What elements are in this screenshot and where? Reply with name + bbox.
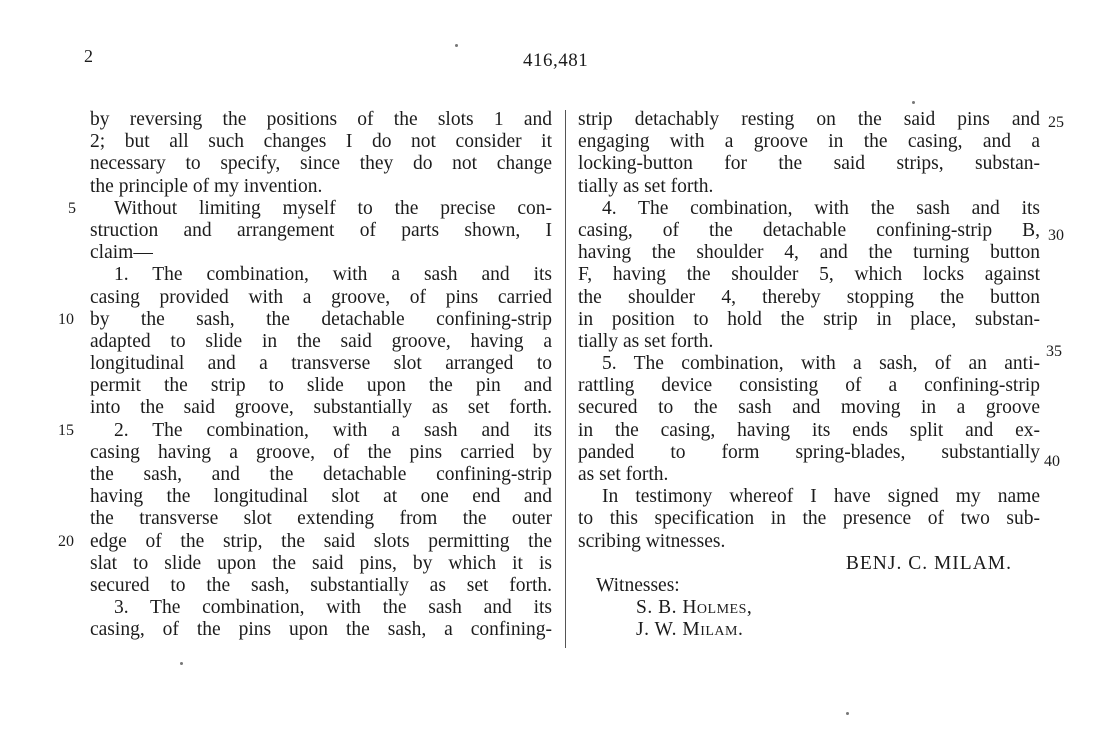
text-line: rattling device consisting of a confining-strip bbox=[578, 375, 1040, 397]
claim-2-start: 2. The combination, with a sash and its bbox=[114, 419, 552, 441]
text-line: tially as set forth. bbox=[578, 330, 714, 352]
claim-3-start: 3. The combination, with the sash and its bbox=[114, 597, 552, 619]
text-line: by the sash, the detachable confining-strip bbox=[90, 308, 552, 330]
text-line: in position to hold the strip in place, substan- bbox=[578, 308, 1040, 330]
text-line: 2; but all such changes I do not consider it bbox=[90, 131, 552, 153]
scan-speck bbox=[180, 662, 183, 665]
page-number: 2 bbox=[84, 46, 93, 66]
text-line: longitudinal and a transverse slot arranged to bbox=[90, 353, 552, 375]
right-column bbox=[578, 109, 1040, 642]
text-line: scribing witnesses. bbox=[578, 530, 726, 552]
text-line: casing, of the detachable confining-strip B, bbox=[578, 219, 1040, 241]
text-line: claim— bbox=[90, 242, 153, 264]
line-number-25: 25 bbox=[1048, 114, 1064, 131]
testimony-start: In testimony whereof I have signed my name bbox=[602, 486, 1040, 508]
text-line: as set forth. bbox=[578, 464, 669, 485]
patent-number: 416,481 bbox=[523, 50, 589, 71]
line-number-5: 5 bbox=[68, 200, 76, 217]
column-divider bbox=[565, 110, 566, 648]
text-line: to this specification in the presence of two sub- bbox=[578, 508, 1040, 530]
line-number-40: 40 bbox=[1044, 453, 1060, 470]
text-line: having the longitudinal slot at one end and bbox=[90, 486, 552, 508]
text-line: into the said groove, substantially as set forth. bbox=[90, 397, 552, 419]
inventor-signature: BENJ. C. MILAM. bbox=[845, 552, 1012, 574]
text-line: having the shoulder 4, and the turning button bbox=[578, 242, 1040, 264]
text-line: in the casing, having its ends split and ex- bbox=[578, 419, 1040, 441]
text-line: strip detachably resting on the said pins and bbox=[578, 109, 1040, 130]
text-line: tially as set forth. bbox=[578, 175, 714, 197]
text-line: engaging with a groove in the casing, and a bbox=[578, 131, 1040, 153]
scan-speck bbox=[912, 101, 915, 104]
text-line: permit the strip to slide upon the pin and bbox=[90, 375, 552, 397]
text-line: Without limiting myself to the precise con- bbox=[114, 197, 552, 219]
text-line: struction and arrangement of parts shown, I bbox=[90, 219, 552, 241]
text-line: by reversing the positions of the slots 1 and bbox=[90, 109, 552, 130]
text-line: casing provided with a groove, of pins carried bbox=[90, 286, 552, 308]
text-line: the shoulder 4, thereby stopping the button bbox=[578, 286, 1040, 308]
left-column bbox=[90, 109, 552, 642]
text-line: casing, of the pins upon the sash, a confining- bbox=[90, 619, 552, 641]
text-line: panded to form spring-blades, substantially bbox=[578, 441, 1040, 463]
text-line: casing having a groove, of the pins carried by bbox=[90, 441, 552, 463]
text-line: the transverse slot extending from the outer bbox=[90, 508, 552, 530]
text-line: secured to the sash and moving in a groove bbox=[578, 397, 1040, 419]
text-line: the sash, and the detachable confining-strip bbox=[90, 464, 552, 485]
text-line: F, having the shoulder 5, which locks against bbox=[578, 264, 1040, 286]
scan-speck bbox=[455, 44, 458, 47]
text-line: necessary to specify, since they do not change bbox=[90, 153, 552, 175]
text-line: locking-button for the said strips, substan- bbox=[578, 153, 1040, 175]
text-line: the principle of my invention. bbox=[90, 175, 323, 197]
text-line: edge of the strip, the said slots permitting the bbox=[90, 530, 552, 552]
text-line: secured to the sash, substantially as set forth. bbox=[90, 574, 552, 596]
line-number-20: 20 bbox=[58, 533, 74, 550]
witnesses-label: Witnesses: bbox=[596, 574, 680, 596]
text-line: adapted to slide in the said groove, having a bbox=[90, 330, 552, 352]
line-number-30: 30 bbox=[1048, 227, 1064, 244]
line-number-10: 10 bbox=[58, 311, 74, 328]
witness-name: S. B. Holmes, bbox=[636, 597, 753, 619]
claim-1-start: 1. The combination, with a sash and its bbox=[114, 264, 552, 286]
claim-5-start: 5. The combination, with a sash, of an anti- bbox=[602, 353, 1040, 375]
text-line: slat to slide upon the said pins, by which it is bbox=[90, 552, 552, 574]
line-number-15: 15 bbox=[58, 422, 74, 439]
claim-4-start: 4. The combination, with the sash and its bbox=[602, 197, 1040, 219]
witness-name: J. W. Milam. bbox=[636, 619, 744, 641]
line-number-35: 35 bbox=[1046, 343, 1062, 360]
scan-speck bbox=[846, 712, 849, 715]
